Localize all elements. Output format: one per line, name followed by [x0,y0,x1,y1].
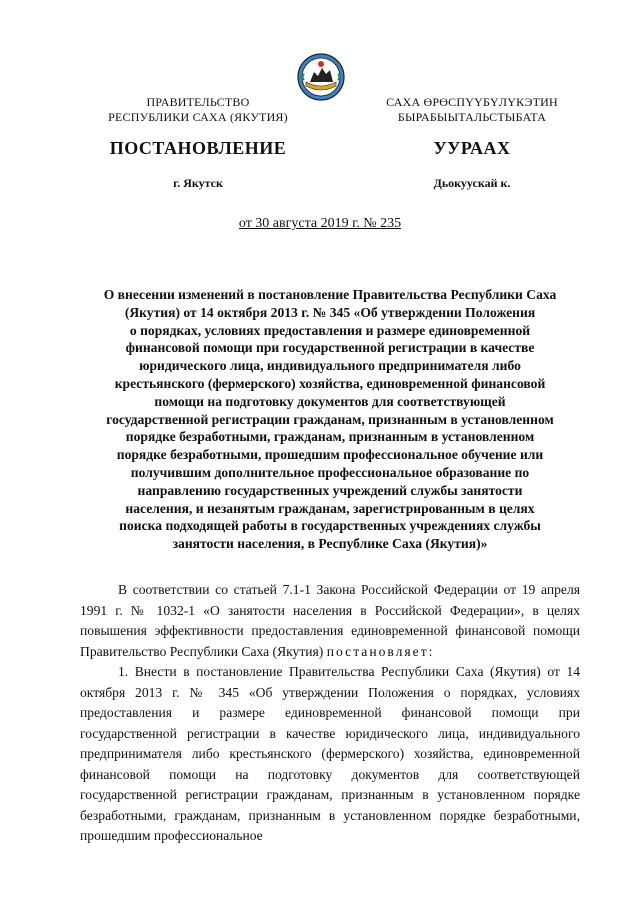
body-paragraph-1 [80,580,580,662]
subject-line: финансовой помощи при государственной регистрации в качестве [125,340,535,356]
city-right: Дьокуускай к. [433,176,511,190]
header-left-line1: ПРАВИТЕЛЬСТВО [146,95,250,109]
subject-line: направлению государственных учреждений службы занятости [137,482,523,498]
subject-line: занятости населения, в Республике Саха (Якутия)» [172,536,488,552]
header-right [362,95,582,125]
subject-line: крестьянского (фермерского) хозяйства, единовременной финансовой [114,375,546,391]
subject-line: порядке безработными, гражданам, признанным в установленном [125,429,535,445]
subject-line: поиска подходящей работы в государственных учреждениях службы [119,518,541,534]
date-number-line [0,216,640,232]
paragraph-text: 1. Внести в постановление Правительства Республики Саха (Якутия) от 14 октября 2013 г. № 345 «Об утверждении Положения о порядках, условиях предоставления и размере единовременной финансовой помощи при государственной регистрации в качестве юридического лица, индивидуального предпринимателя либо крестьянского (фермерского) хозяйства, единовременной финансовой помощи на подготовку документов для соответствующей государственной регистрации гражданам, признанным в установленном порядке безработными, гражданам, признанным в установленном порядке безработными, прошедшим профессиональное [80,664,580,843]
header-right-line1: САХА ӨРӨСПҮҮБҮЛҮКЭТИН [386,95,558,109]
city-left: г. Якутск [173,176,223,190]
subject-line: порядке безработными, прошедшим профессиональное обучение или [116,447,544,463]
header-left-line2: РЕСПУБЛИКИ САХА (ЯКУТИЯ) [108,110,288,124]
resolution-word: постановляет: [326,643,435,659]
subject-line: населения, и незанятым гражданам, зарегистрированным в целях [125,500,535,516]
subject-line: государственной регистрации гражданам, признанным в установленном [106,411,554,427]
doc-title-left: ПОСТАНОВЛЕНИЕ [109,138,287,158]
subject-line: О внесении изменений в постановление Правительства Республики Саха [103,287,557,302]
doc-title-right: УУРААХ [433,138,511,158]
subject-line: о порядках, условиях предоставления и размере единовременной [129,322,531,338]
subject-line: юридического лица, индивидуального предпринимателя либо [139,358,521,374]
subject-line: (Якутия) от 14 октября 2013 г. № 345 «Об утверждении Положения [124,304,536,320]
subject-line: помощи на подготовку документов для соответствующей [154,393,506,409]
header-left [88,95,308,125]
document-body [80,580,580,847]
date-number: от 30 августа 2019 г. № 235 [238,216,402,231]
header-right-line2: БЫРАБЫЫТАЛЬСТЫБАТА [397,110,547,124]
document-subject [80,286,580,553]
subject-line: получившим дополнительное профессиональное образование по [130,464,530,480]
paragraph-text: В соответствии со статьей 7.1-1 Закона Российской Федерации от 19 апреля 1991 г. № 1032-1 «О занятости населения в Российской Федерации», в целях повышения эффективности предоставления единовременной финансовой помощи Правительство Республики Саха (Якутия) [80,582,580,659]
body-paragraph-2 [80,662,580,847]
